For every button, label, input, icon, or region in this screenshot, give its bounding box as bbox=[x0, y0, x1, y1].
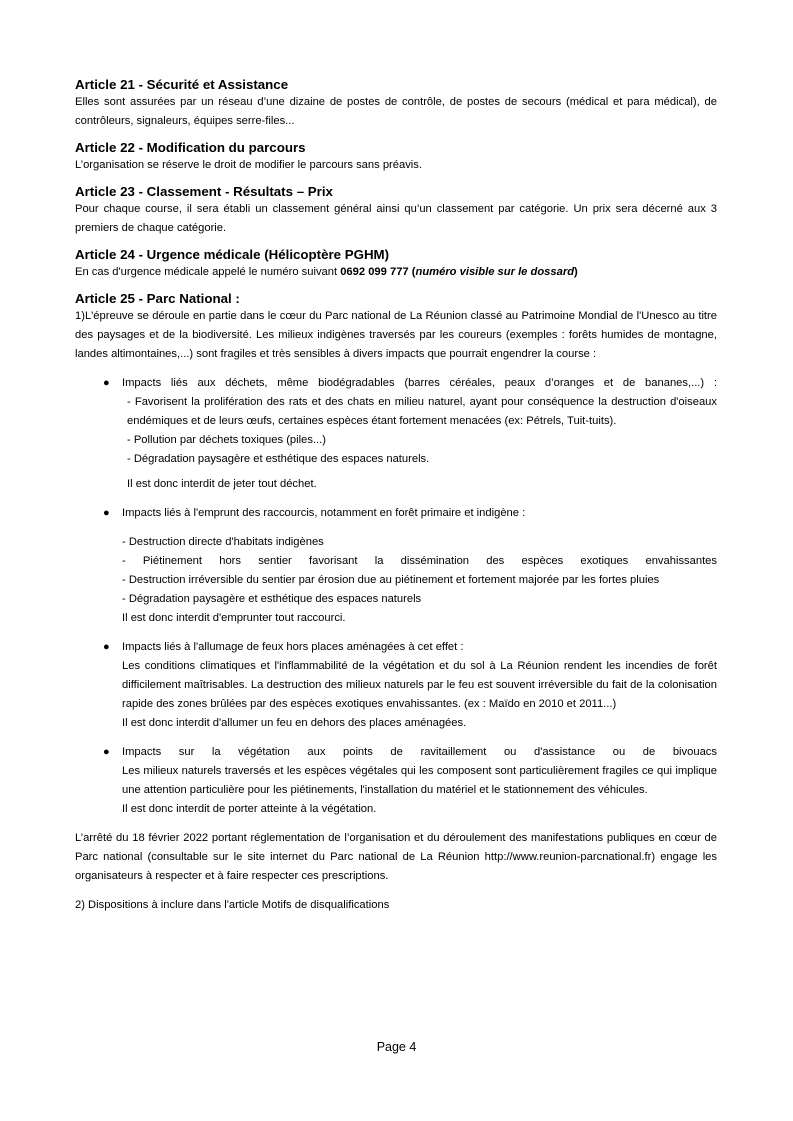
bullet-icon: ● bbox=[103, 377, 110, 389]
impact-raccourcis-conclusion: Il est donc interdit d'emprunter tout raccourci. bbox=[122, 612, 346, 624]
article-24-title: Article 24 - Urgence médicale (Hélicoptère PGHM) bbox=[75, 247, 390, 262]
article-21-title: Article 21 - Sécurité et Assistance bbox=[75, 77, 289, 92]
arrete-paragraph: L’arrêté du 18 février 2022 portant réglementation de l’organisation et du déroulement des manifestations publiques en cœur de Parc national (consultable sur le site internet du Parc national de La Réunion http://www.reunion-parcnational.fr) engage les organisateurs à respecter et à faire respecter ces prescriptions. bbox=[75, 832, 717, 882]
document-page bbox=[75, 76, 717, 915]
impact-raccourcis-item-4: - Dégradation paysagère et esthétique des espaces naturels bbox=[122, 593, 422, 605]
impact-raccourcis-item-2: - Piétinement hors sentier favorisant la dissémination des espèces exotiques envahissantes bbox=[122, 555, 717, 567]
article-25-title: Article 25 - Parc National : bbox=[75, 291, 240, 306]
article-24 bbox=[75, 246, 717, 282]
impact-feux-body: Les conditions climatiques et l'inflammabilité de la végétation et du sol à La Réunion rendent les incendies de forêt difficilement maîtrisables. La destruction des milieux naturels par le feu est souvent irréversible du fait de la colonisation rapide des zones brûlées par des espèces exotiques envahissantes. (ex : Maïdo en 2010 et 2011...) bbox=[122, 660, 717, 710]
article-24-body bbox=[75, 263, 717, 282]
impact-vegetation bbox=[75, 743, 717, 819]
impact-feux bbox=[75, 638, 717, 733]
impact-dechets bbox=[75, 374, 717, 494]
impact-feux-conclusion: Il est donc interdit d'allumer un feu en dehors des places aménagées. bbox=[122, 717, 467, 729]
impact-vegetation-conclusion: Il est donc interdit de porter atteinte à la végétation. bbox=[122, 803, 377, 815]
impact-raccourcis-item-1: - Destruction directe d'habitats indigènes bbox=[122, 536, 324, 548]
article-22 bbox=[75, 139, 717, 175]
paren-open: ( bbox=[408, 266, 416, 278]
article-23-title: Article 23 - Classement - Résultats – Prix bbox=[75, 184, 333, 199]
impact-raccourcis-item-3: - Destruction irréversible du sentier par érosion due au piétinement et fortement majorée par les fortes pluies bbox=[122, 574, 660, 586]
impact-raccourcis-head: Impacts liés à l'emprunt des raccourcis, notamment en forêt primaire et indigène : bbox=[122, 507, 526, 519]
article-25-intro: 1)L'épreuve se déroule en partie dans le cœur du Parc national de La Réunion classé au Patrimoine Mondial de l'Unesco au titre des paysages et de la biodiversité. Les milieux indigènes traversés par les coureurs (exemples : forêts humides de montagne, landes altimontaines,...) sont fragiles et très sensibles à divers impacts que pourrait engendrer la course : bbox=[75, 310, 717, 360]
impact-dechets-head: Impacts liés aux déchets, même biodégradables (barres céréales, peaux d’oranges et de bananes,...) : bbox=[122, 377, 717, 389]
impact-dechets-item-3: - Dégradation paysagère et esthétique des espaces naturels. bbox=[127, 453, 430, 465]
impact-vegetation-head: Impacts sur la végétation aux points de ravitaillement ou d'assistance ou de bivouacs bbox=[122, 746, 717, 758]
impact-dechets-item-2: - Pollution par déchets toxiques (piles...) bbox=[127, 434, 326, 446]
impact-feux-head: Impacts liés à l'allumage de feux hors places aménagées à cet effet : bbox=[122, 641, 464, 653]
bullet-icon: ● bbox=[103, 507, 110, 519]
bullet-icon: ● bbox=[103, 641, 110, 653]
article-21-body: Elles sont assurées par un réseau d’une dizaine de postes de contrôle, de postes de secours (médical et para médical), de contrôleurs, signaleurs, équipes serre-files... bbox=[75, 96, 717, 127]
article-23 bbox=[75, 183, 717, 238]
impact-raccourcis bbox=[75, 504, 717, 523]
impact-dechets-item-1: - Favorisent la prolifération des rats et des chats en milieu naturel, ayant pour conséquence la destruction d'oiseaux endémiques et de leurs œufs, certaines espèces étant fortement menacées (ex: Pétrels, Tuit-tuits). bbox=[127, 396, 717, 427]
dossard-note: numéro visible sur le dossard bbox=[415, 266, 575, 278]
emergency-phone: 0692 099 777 bbox=[340, 266, 409, 278]
impact-raccourcis-details bbox=[75, 533, 717, 628]
impact-dechets-conclusion: Il est donc interdit de jeter tout déchet. bbox=[127, 478, 317, 490]
impact-vegetation-body: Les milieux naturels traversés et les espèces végétales qui les composent sont particulièrement fragiles ce qui implique une attention particulière pour les piétinements, l'installation du matériel et le stationnement des véhicules. bbox=[122, 765, 717, 796]
bullet-icon: ● bbox=[103, 746, 110, 758]
article-22-title: Article 22 - Modification du parcours bbox=[75, 140, 306, 155]
article-25 bbox=[75, 290, 717, 915]
paren-close: ) bbox=[574, 266, 578, 278]
dispositions-line: 2) Dispositions à inclure dans l'article Motifs de disqualifications bbox=[75, 899, 390, 911]
article-24-text: En cas d'urgence médicale appelé le numéro suivant bbox=[75, 266, 341, 278]
article-22-body: L’organisation se réserve le droit de modifier le parcours sans préavis. bbox=[75, 159, 422, 171]
article-23-body: Pour chaque course, il sera établi un classement général ainsi qu’un classement par catégorie. Un prix sera décerné aux 3 premiers de chaque catégorie. bbox=[75, 203, 717, 234]
page-number: Page 4 bbox=[376, 1040, 417, 1054]
article-21 bbox=[75, 76, 717, 131]
impacts-list bbox=[75, 374, 717, 819]
